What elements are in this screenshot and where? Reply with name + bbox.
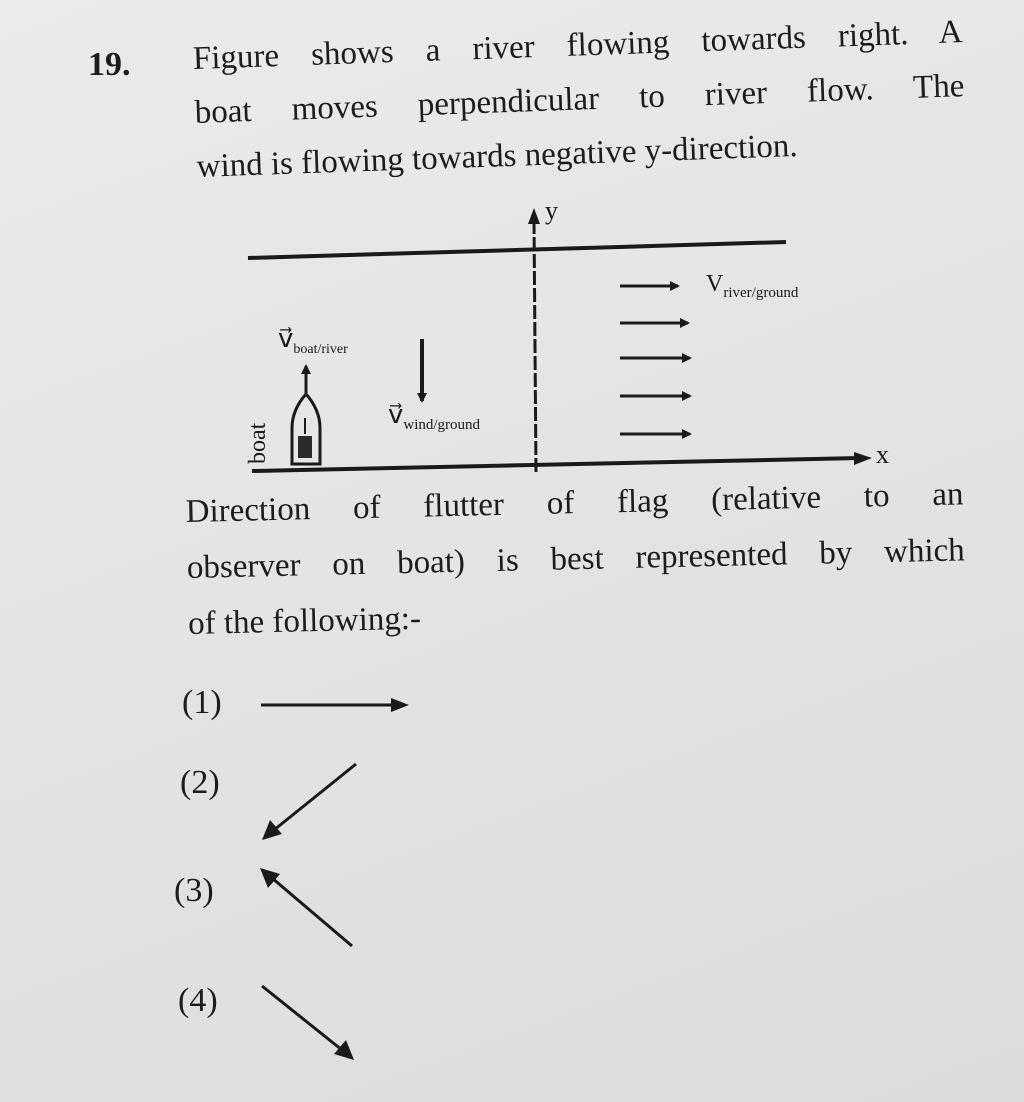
question-prompt-line: of the following:- xyxy=(187,600,422,642)
x-axis-label: x xyxy=(876,440,889,469)
question-prompt xyxy=(185,466,967,652)
river-velocity-subscript: river/ground xyxy=(723,285,799,301)
question-intro-line: Figure shows a river flowing towards right. A xyxy=(192,14,964,77)
y-axis-arrowhead xyxy=(528,208,540,224)
river-velocity-symbol: V xyxy=(706,271,724,297)
question-intro xyxy=(192,5,967,194)
option-label: (4) xyxy=(178,982,218,1019)
question-prompt-line: observer on boat) is best represented by which xyxy=(186,532,966,586)
question-intro-line: wind is flowing towards negative y-direction. xyxy=(196,127,799,185)
x-axis xyxy=(252,458,860,471)
x-axis-arrowhead xyxy=(854,452,872,465)
boat-label: boat xyxy=(245,422,271,464)
arrow-right-icon xyxy=(257,684,427,724)
arrow-down-right-icon xyxy=(256,978,376,1068)
wind-velocity-subscript: wind/ground xyxy=(403,417,481,433)
boat-velocity-symbol: v⃗ xyxy=(278,324,294,353)
y-axis-label: y xyxy=(545,196,558,225)
river-velocity-label xyxy=(706,271,799,301)
y-axis xyxy=(534,222,536,472)
wind-velocity-label xyxy=(388,400,481,433)
river-top-bank xyxy=(248,242,786,258)
boat-velocity-label xyxy=(278,324,348,357)
boat-velocity-subscript: boat/river xyxy=(293,342,348,357)
option-label: (3) xyxy=(174,872,214,909)
arrow-down-left-icon xyxy=(256,756,376,846)
question-intro-line: boat moves perpendicular to river flow. The xyxy=(194,68,965,131)
question-prompt-line: Direction of flutter of flag (relative to an xyxy=(185,476,964,530)
boat-cabin xyxy=(298,436,312,458)
arrow-up-left-icon xyxy=(254,862,374,952)
wind-velocity-symbol: v⃗ xyxy=(388,400,404,429)
option-label: (2) xyxy=(180,764,220,801)
option-label: (1) xyxy=(182,684,222,721)
question-number: 19. xyxy=(88,46,131,83)
river-diagram xyxy=(240,196,920,486)
